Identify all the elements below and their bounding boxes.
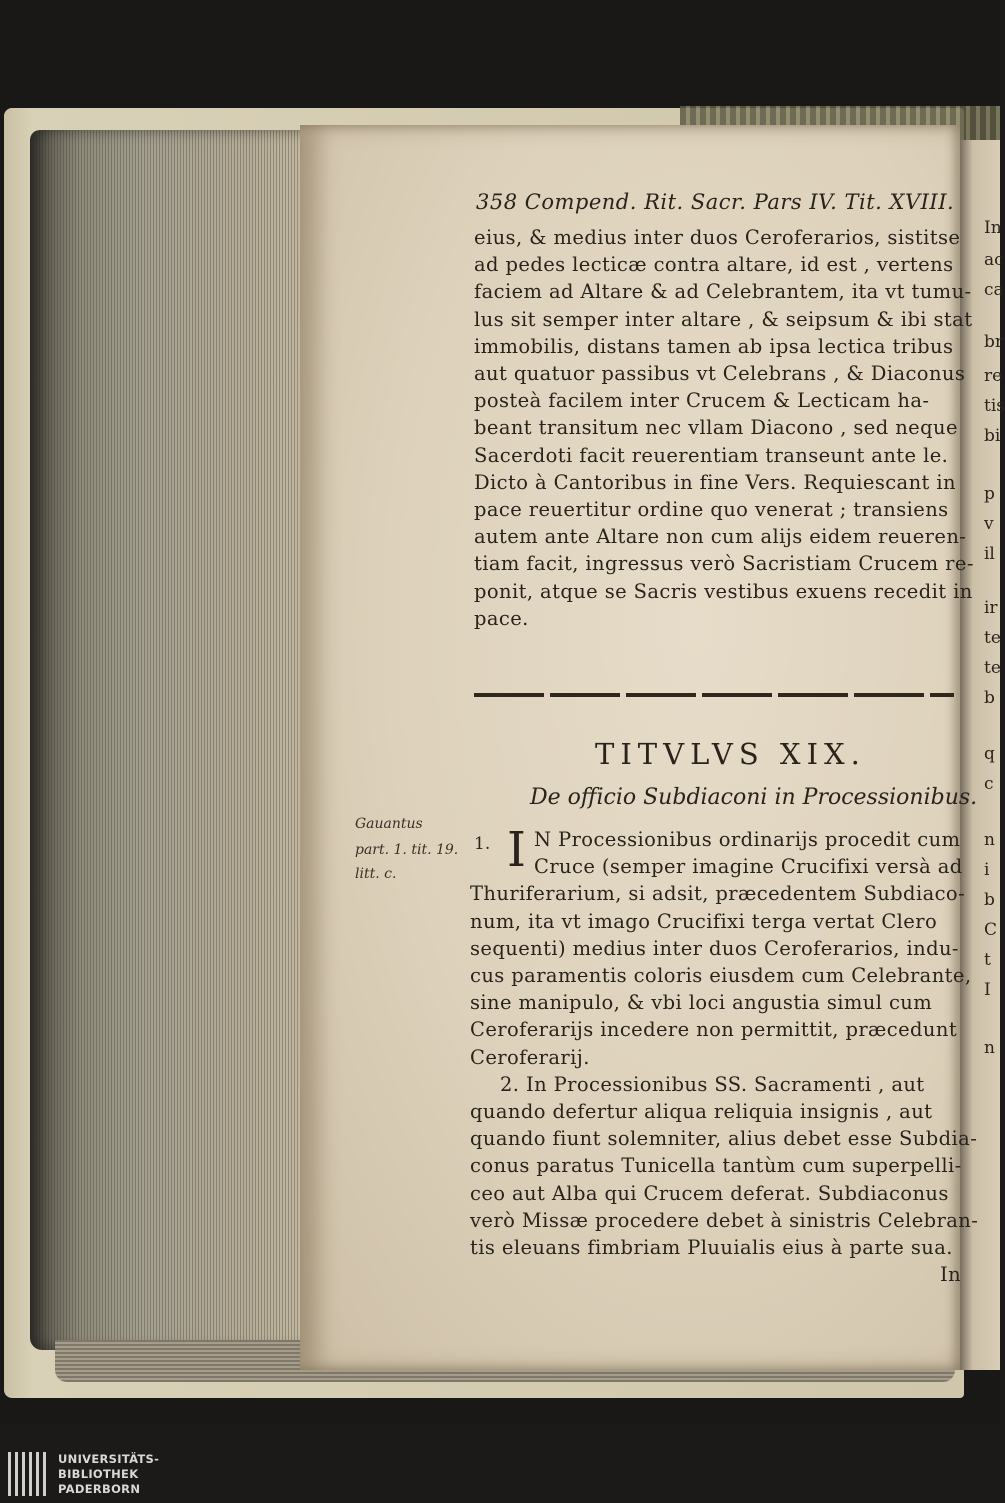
margin-note-line-3: litt. c. [355, 866, 397, 882]
library-line-3: PADERBORN [58, 1482, 141, 1496]
right-page-letter-15: q [984, 744, 995, 764]
text-line-top-3: faciem ad Altare & ad Celebrantem, ita vt tumu- [474, 280, 972, 304]
right-page-letter-12: te [984, 628, 1001, 648]
running-header: 358 Compend. Rit. Sacr. Pars IV. Tit. XVIII. [476, 190, 955, 214]
paragraph-number: 1. [474, 834, 491, 854]
right-page-letter-21: t [984, 950, 991, 970]
text-line-top-7: posteà facilem inter Crucem & Lecticam ha- [474, 389, 930, 413]
text-line-top-12: autem ante Altare non cum alijs eidem reueren- [474, 525, 967, 549]
text-line-top-8: beant transitum nec vllam Diacono , sed neque [474, 416, 958, 440]
text-line-top-4: lus sit semper inter altare , & seipsum & ibi stat [474, 307, 973, 331]
text-line-top-15: pace. [474, 606, 529, 630]
margin-note-line-1: Gauantus [355, 816, 423, 832]
right-page-letter-13: te [984, 658, 1001, 678]
right-page-letter-23: n [984, 1038, 995, 1058]
text-line-bottom-14: ceo aut Alba qui Crucem deferat. Subdiaconus [470, 1181, 949, 1205]
right-page-letter-11: ir [984, 598, 998, 618]
right-page-letter-9: v [984, 514, 994, 534]
text-line-top-11: pace reuertitur ordine quo venerat ; transiens [474, 498, 949, 521]
right-page-letter-6: tis [984, 396, 1005, 416]
text-line-bottom-4: num, ita vt imago Crucifixi terga vertat Clero [470, 909, 938, 933]
page-edges [30, 130, 305, 1350]
right-page-letter-7: bi [984, 426, 1001, 446]
section-subtitle: De officio Subdiaconi in Processionibus. [530, 785, 978, 810]
text-line-bottom-10: 2. In Processionibus SS. Sacramenti , aut [500, 1072, 925, 1096]
text-line-bottom-6: cus paramentis coloris eiusdem cum Celebrante, [470, 964, 972, 987]
margin-note-line-2: part. 1. tit. 19. [355, 842, 459, 858]
text-line-bottom-7: sine manipulo, & vbi loci angustia simul cum [470, 991, 933, 1015]
right-page-letter-2: ac [984, 250, 1004, 270]
text-line-top-5: immobilis, distans tamen ab ipsa lectica tribus [474, 334, 954, 358]
right-page-letter-20: C [984, 920, 998, 940]
text-line-top-2: ad pedes lecticæ contra altare, id est , vertens [474, 253, 954, 277]
right-page-letter-18: i [984, 860, 990, 880]
right-page-letter-4: br [984, 332, 1004, 352]
text-line-top-10: Dicto à Cantoribus in fine Vers. Requiescant in [474, 470, 956, 494]
drop-cap: I [507, 822, 526, 878]
text-line-bottom-17: In [940, 1263, 962, 1287]
text-line-top-9: Sacerdoti facit reuerentiam transeunt ante le. [474, 443, 949, 467]
right-page-letter-19: b [984, 890, 995, 910]
right-page-letter-1: In [984, 218, 1002, 238]
text-line-bottom-13: conus paratus Tunicella tantùm cum superpelli- [470, 1154, 962, 1178]
text-line-top-13: tiam facit, ingressus verò Sacristiam Crucem re- [474, 552, 974, 576]
text-line-bottom-16: tis eleuans fimbriam Pluuialis eius à parte sua. [470, 1236, 953, 1259]
right-page-letter-17: n [984, 830, 995, 850]
library-line-1: UNIVERSITÄTS- [58, 1452, 160, 1466]
section-title: TITVLVS XIX. [595, 737, 866, 771]
right-page-letter-14: b [984, 688, 995, 708]
right-page-letter-8: p [984, 484, 995, 504]
text-line-bottom-12: quando fiunt solemniter, alius debet esse Subdia- [470, 1127, 978, 1151]
text-line-bottom-11: quando defertur aliqua reliquia insignis , aut [470, 1100, 933, 1123]
library-name [58, 1452, 159, 1497]
right-page-letter-5: re [984, 366, 1003, 386]
text-line-top-6: aut quatuor passibus vt Celebrans , & Diaconus [474, 362, 966, 385]
text-line-top-1: eius, & medius inter duos Ceroferarios, sistitse [474, 226, 961, 249]
text-line-bottom-2: Cruce (semper imagine Crucifixi versà ad [534, 855, 963, 879]
text-line-bottom-15: verò Missæ procedere debet à sinistris Celebran- [470, 1208, 979, 1232]
right-page-letter-10: il [984, 544, 995, 564]
library-line-2: BIBLIOTHEK [58, 1467, 139, 1481]
right-page-letter-16: c [984, 774, 994, 794]
library-logo-icon [8, 1452, 48, 1500]
text-line-bottom-1: N Processionibus ordinarijs procedit cum [534, 828, 961, 851]
text-line-bottom-5: sequenti) medius inter duos Ceroferarios, indu- [470, 936, 959, 960]
text-line-bottom-8: Ceroferarijs incedere non permittit, præcedunt [470, 1018, 958, 1042]
text-line-top-14: ponit, atque se Sacris vestibus exuens recedit in [474, 579, 973, 603]
right-page-letter-3: ca [984, 280, 1004, 300]
text-line-bottom-9: Ceroferarij. [470, 1045, 590, 1069]
right-page-letter-22: I [984, 980, 991, 1000]
ornamental-rule [474, 693, 954, 697]
text-line-bottom-3: Thuriferarium, si adsit, præcedentem Subdiaco- [470, 882, 966, 906]
